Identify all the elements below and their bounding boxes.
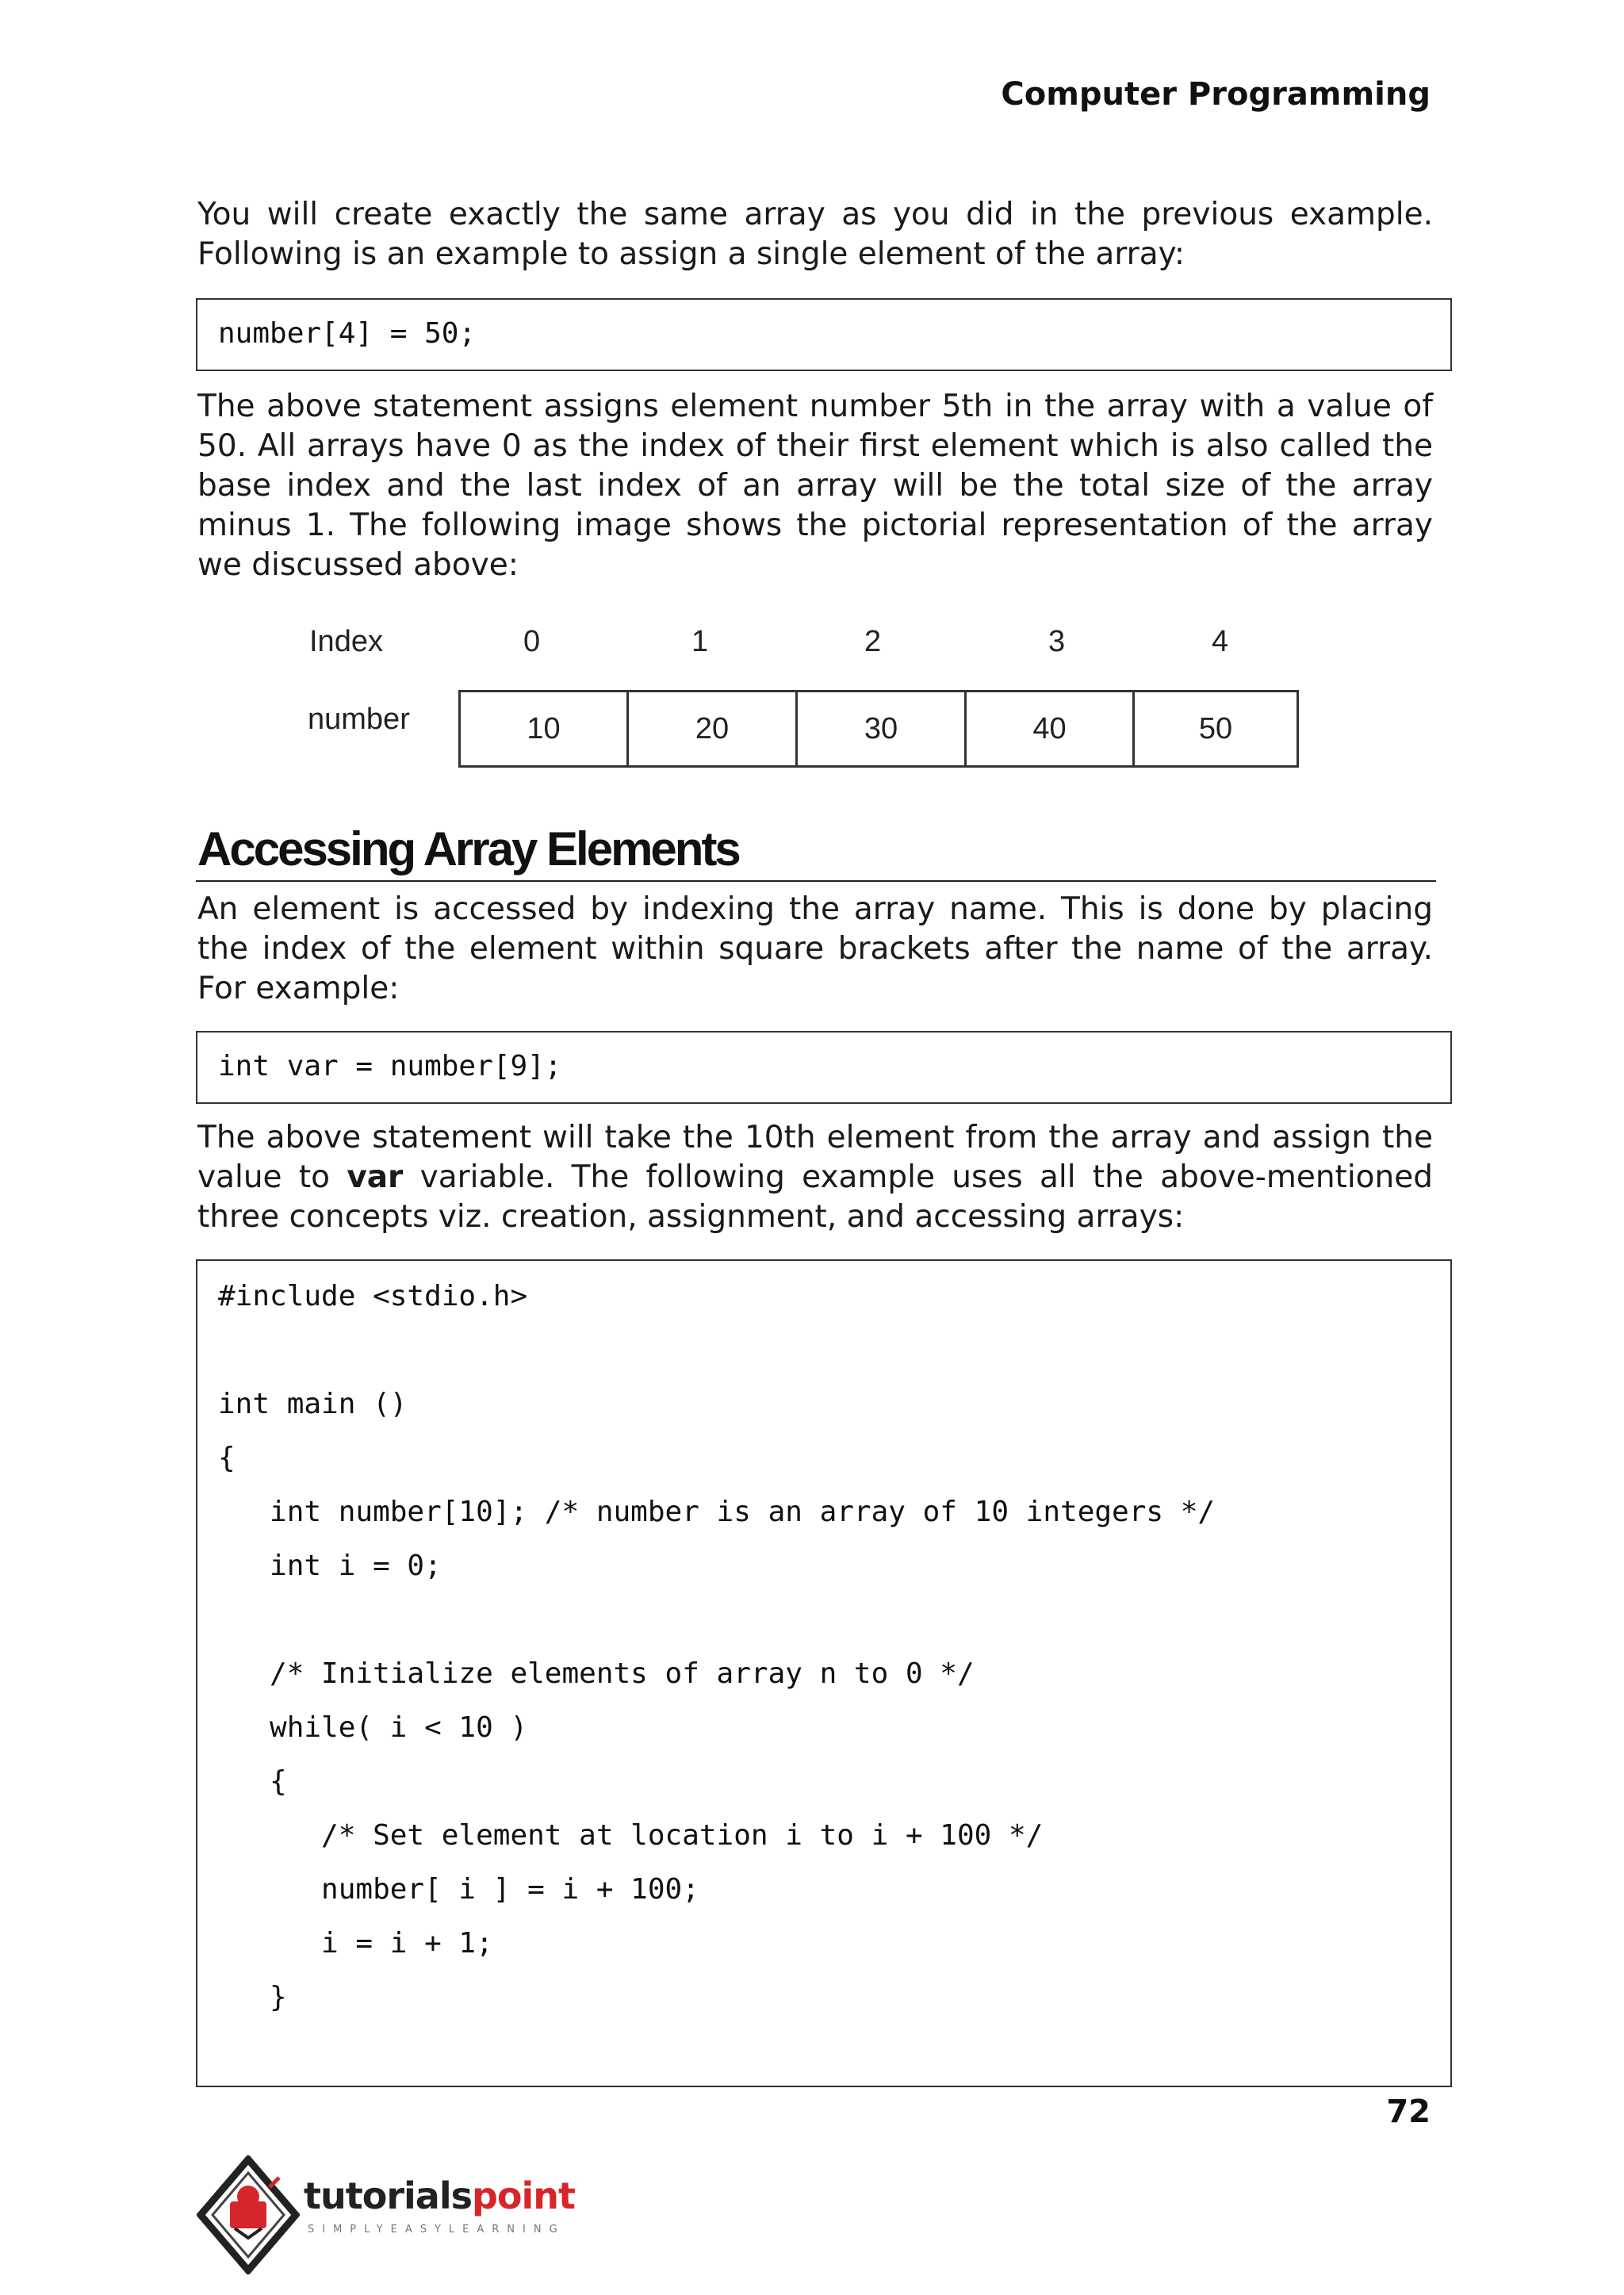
code-line: int main () (218, 1388, 408, 1420)
code-line: } (218, 1981, 287, 2013)
array-name-label: number (308, 703, 410, 736)
index-3: 3 (1048, 625, 1066, 658)
code-line: int var = number[9]; (218, 1050, 562, 1082)
index-4: 4 (1212, 625, 1229, 658)
text: The above statement will take the 10th element from the array and assign the value to (197, 1120, 1433, 1195)
index-label: Index (309, 625, 383, 658)
code-line: #include <stdio.h> (218, 1280, 528, 1312)
heading-rule (196, 880, 1436, 882)
logo-tagline: SIMPLYEASYLEARNING (308, 2224, 565, 2236)
code-line: number[ i ] = i + 100; (218, 1873, 699, 1906)
paragraph-intro: You will create exactly the same array as you did in the previous example. Following is an example to assign a single element of the array: (197, 197, 1433, 272)
code-line: i = i + 1; (218, 1927, 493, 1960)
logo-wordmark-b: point (471, 2174, 576, 2217)
page-number: 72 (1386, 2094, 1431, 2130)
array-cell-4: 50 (1132, 690, 1299, 768)
code-line: /* Set element at location i to i + 100 */ (218, 1819, 1044, 1852)
code-block-example (196, 1259, 1452, 2087)
index-1: 1 (691, 625, 709, 658)
array-cell-1: 20 (626, 690, 798, 768)
array-cell-2: 30 (795, 690, 967, 768)
array-cell-0: 10 (458, 690, 629, 768)
code-line: int number[10]; /* number is an array of 10 integers */ (218, 1496, 1216, 1528)
code-line: number[4] = 50; (218, 317, 477, 350)
logo-diamond-icon (197, 2155, 300, 2274)
code-line: { (218, 1765, 287, 1798)
index-2: 2 (864, 625, 882, 658)
logo-wordmark-a: tutorials (304, 2174, 472, 2217)
paragraph-assign-explanation: The above statement assigns element number 5th in the array with a value of 50. All arrays have 0 as the index of their first element which is also called the base index and the last index of an array will be the total size of the array minus 1. The following image shows the pictorial representation of the array we discussed above: (197, 389, 1433, 583)
code-line: /* Initialize elements of array n to 0 */ (218, 1657, 975, 1690)
paragraph-access: An element is accessed by indexing the array name. This is done by placing the index of the element within square brackets after the name of the array. For example: (197, 891, 1433, 1006)
tutorialspoint-logo (197, 2155, 593, 2274)
index-0: 0 (523, 625, 541, 658)
running-header: Computer Programming (1001, 76, 1431, 113)
code-line: { (218, 1442, 236, 1474)
code-line: while( i < 10 ) (218, 1711, 528, 1744)
section-heading: Accessing Array Elements (197, 822, 739, 875)
paragraph-access-explanation (197, 1118, 1433, 1237)
text: variable. The following example uses all the above-mentioned three concepts viz. creation, assignment, and accessing arrays: (197, 1159, 1433, 1235)
code-block-assign (196, 298, 1452, 371)
array-cell-3: 40 (964, 690, 1135, 768)
code-block-access (196, 1031, 1452, 1104)
bold-keyword: var (347, 1159, 404, 1195)
logo-wordmark (304, 2174, 575, 2217)
code-line: int i = 0; (218, 1550, 442, 1582)
